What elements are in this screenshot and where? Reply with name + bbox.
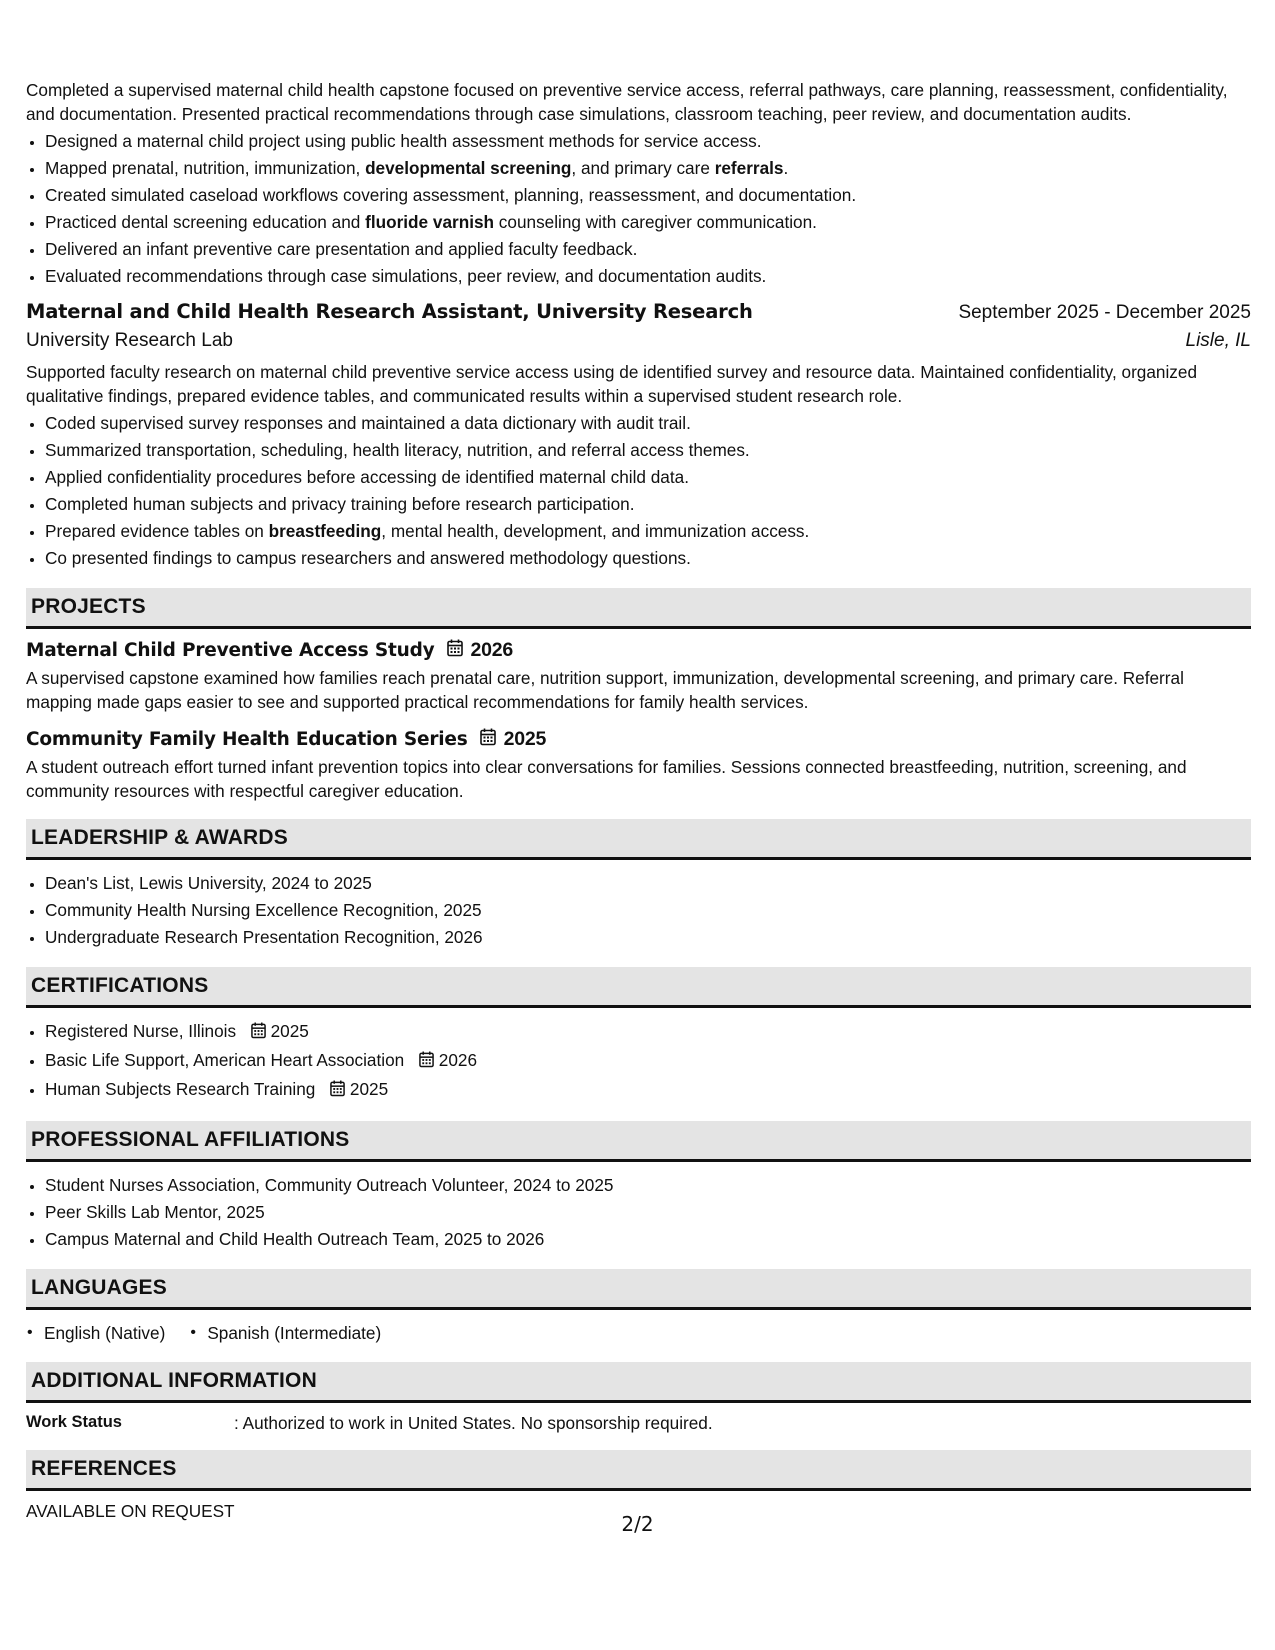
affiliations-list bbox=[26, 1172, 1251, 1253]
list-item: • Campus Maternal and Child Health Outreach Team, 2025 to 2026 bbox=[45, 1226, 1251, 1253]
section-heading-leadership: LEADERSHIP & AWARDS bbox=[26, 819, 1251, 860]
certification-name: Registered Nurse, Illinois bbox=[45, 1021, 237, 1041]
calendar-icon bbox=[419, 1049, 434, 1076]
page-number: 2/2 bbox=[621, 1512, 654, 1536]
job-organization: University Research Lab bbox=[26, 330, 233, 351]
job-summary: Supported faculty research on maternal child preventive service access using de identified survey and resource data. Maintained confidentiality, organized qualitative findings, prepared evidence tables, and communicated results within a supervised student research role. bbox=[26, 362, 1197, 406]
list-item: • Delivered an infant preventive care presentation and applied faculty feedback. bbox=[45, 236, 1251, 263]
section-heading-certifications: CERTIFICATIONS bbox=[26, 967, 1251, 1008]
section-heading-additional-information: ADDITIONAL INFORMATION bbox=[26, 1362, 1251, 1403]
section-heading-references: REFERENCES bbox=[26, 1450, 1251, 1491]
languages-list bbox=[26, 1320, 1251, 1346]
project-name: Maternal Child Preventive Access Study bbox=[26, 640, 435, 661]
language-item: • English (Native) bbox=[26, 1320, 165, 1346]
work-status-row bbox=[26, 1413, 1251, 1434]
calendar-icon bbox=[480, 728, 496, 751]
project-name: Community Family Health Education Series bbox=[26, 729, 468, 750]
job-dates: September 2025 - December 2025 bbox=[958, 302, 1251, 323]
section-heading-affiliations: PROFESSIONAL AFFILIATIONS bbox=[26, 1121, 1251, 1162]
project-item bbox=[26, 728, 1251, 803]
list-item: • Community Health Nursing Excellence Recognition, 2025 bbox=[45, 897, 1251, 924]
project-item bbox=[26, 639, 1251, 714]
certification-year: 2025 bbox=[270, 1021, 309, 1041]
list-item: • Summarized transportation, scheduling, health literacy, nutrition, and referral access themes. bbox=[45, 437, 1251, 464]
leadership-list bbox=[26, 870, 1251, 951]
calendar-icon bbox=[330, 1078, 345, 1105]
language-item: • Spanish (Intermediate) bbox=[189, 1320, 381, 1346]
list-item bbox=[45, 1047, 1251, 1076]
calendar-icon bbox=[251, 1020, 266, 1047]
list-item: • Completed human subjects and privacy training before research participation. bbox=[45, 491, 1251, 518]
job-location: Lisle, IL bbox=[1185, 330, 1251, 351]
list-item: • Undergraduate Research Presentation Recognition, 2026 bbox=[45, 924, 1251, 951]
list-item bbox=[45, 1018, 1251, 1047]
job-bullets bbox=[26, 410, 1251, 572]
capstone-summary: Completed a supervised maternal child health capstone focused on preventive service access, referral pathways, care planning, reassessment, confidentiality, and documentation. Presented practical recommendations through case simulations, classroom teaching, peer review, and documentation audits. bbox=[26, 80, 1228, 124]
capstone-bullets bbox=[26, 128, 1251, 290]
certification-name: Basic Life Support, American Heart Association bbox=[45, 1050, 405, 1070]
work-status-value: : Authorized to work in United States. No sponsorship required. bbox=[234, 1413, 713, 1433]
resume-page-2 bbox=[26, 78, 1251, 1522]
project-year: 2026 bbox=[470, 639, 514, 661]
list-item: • Prepared evidence tables on breastfeeding, mental health, development, and immunization access. bbox=[45, 518, 1251, 545]
list-item: • Co presented findings to campus researchers and answered methodology questions. bbox=[45, 545, 1251, 572]
project-description: A supervised capstone examined how families reach prenatal care, nutrition support, immunization, developmental screening, and primary care. Referral mapping made gaps easier to see and supported practical recommendations for family health services. bbox=[26, 668, 1184, 712]
list-item: • Student Nurses Association, Community Outreach Volunteer, 2024 to 2025 bbox=[45, 1172, 1251, 1199]
list-item: • Evaluated recommendations through case simulations, peer review, and documentation audits. bbox=[45, 263, 1251, 290]
list-item: • Dean's List, Lewis University, 2024 to 2025 bbox=[45, 870, 1251, 897]
list-item: • Created simulated caseload workflows covering assessment, planning, reassessment, and documentation. bbox=[45, 182, 1251, 209]
project-year: 2025 bbox=[503, 728, 547, 750]
certification-name: Human Subjects Research Training bbox=[45, 1079, 316, 1099]
section-heading-projects: PROJECTS bbox=[26, 588, 1251, 629]
section-heading-languages: LANGUAGES bbox=[26, 1269, 1251, 1310]
list-item: • Applied confidentiality procedures before accessing de identified maternal child data. bbox=[45, 464, 1251, 491]
list-item bbox=[45, 1076, 1251, 1105]
list-item: • Designed a maternal child project using public health assessment methods for service access. bbox=[45, 128, 1251, 155]
work-status-label: Work Status bbox=[26, 1413, 122, 1431]
references-text: AVAILABLE ON REQUEST bbox=[26, 1501, 235, 1521]
job-header bbox=[26, 300, 1251, 324]
job-subheader bbox=[26, 330, 1251, 352]
certification-year: 2025 bbox=[349, 1079, 389, 1099]
list-item: • Practiced dental screening education and fluoride varnish counseling with caregiver communication. bbox=[45, 209, 1251, 236]
certification-year: 2026 bbox=[438, 1050, 478, 1070]
list-item: • Coded supervised survey responses and maintained a data dictionary with audit trail. bbox=[45, 410, 1251, 437]
calendar-icon bbox=[447, 639, 463, 662]
certifications-list bbox=[26, 1018, 1251, 1105]
list-item: • Peer Skills Lab Mentor, 2025 bbox=[45, 1199, 1251, 1226]
project-description: A student outreach effort turned infant prevention topics into clear conversations for families. Sessions connected breastfeeding, nutrition, screening, and community resources with respectful caregiver education. bbox=[26, 757, 1187, 801]
job-title: Maternal and Child Health Research Assistant, University Research bbox=[26, 300, 753, 323]
list-item: • Mapped prenatal, nutrition, immunization, developmental screening, and primary care referrals. bbox=[45, 155, 1251, 182]
